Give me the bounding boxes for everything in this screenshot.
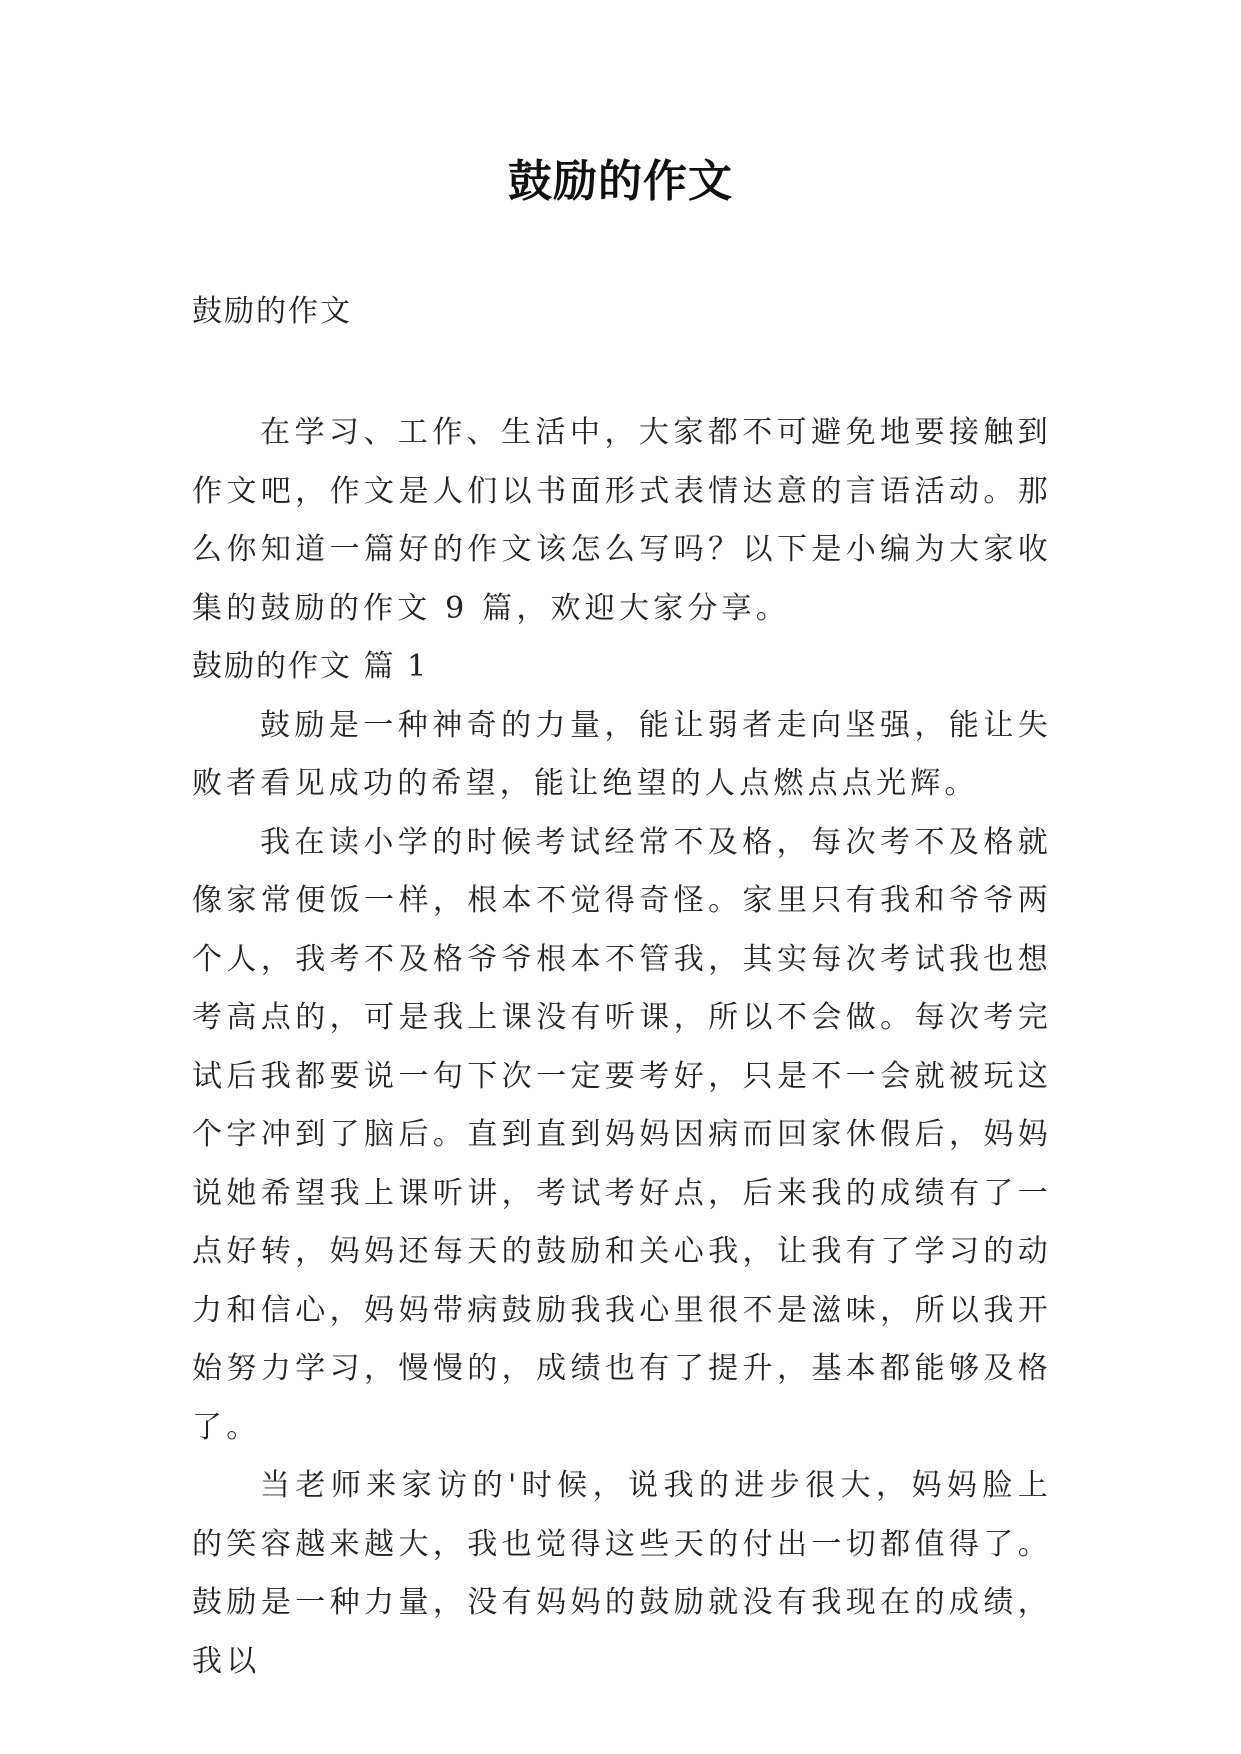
body-paragraph: 当老师来家访的'时候，说我的进步很大，妈妈脸上的笑容越来越大，我也觉得这些天的付出一切都值得了。 鼓励是一种力量，没有妈妈的鼓励就没有我现在的成绩，我以 [192, 1468, 1052, 1679]
body-paragraph: 鼓励是一种神奇的力量，能让弱者走向坚强，能让失败者看见成功的希望，能让绝望的人点燃点点光辉。 [192, 707, 1052, 801]
section-heading: 鼓励的作文 篇 1 [192, 649, 429, 684]
document-body [192, 404, 1052, 1691]
document-title: 鼓励的作文 [508, 156, 733, 207]
intro-paragraph: 在学习、工作、生活中，大家都不可避免地要接触到作文吧，作文是人们以书面形式表情达意的言语活动。那么你知道一篇好的作文该怎么写吗？以下是小编为大家收集的鼓励的作文 9 篇，欢迎大家分享。 [192, 415, 1052, 626]
body-paragraph: 我在读小学的时候考试经常不及格，每次考不及格就像家常便饭一样，根本不觉得奇怪。家里只有我和爷爷两个人，我考不及格爷爷根本不管我，其实每次考试我也想考高点的，可是我上课没有听课，所以不会做。每次考完试后我都要说一句下次一定要考好，只是不一会就被玩这个字冲到了脑后。直到直到妈妈因病而回家休假后，妈妈说她希望我上课听讲，考试考好点，后来我的成绩有了一点好转，妈妈还每天的鼓励和关心我，让我有了学习的动力和信心，妈妈带病鼓励我我心里很不是滋味，所以我开始努力学习，慢慢的，成绩也有了提升，基本都能够及格了。 [192, 824, 1052, 1445]
document-subtitle: 鼓励的作文 [192, 294, 352, 329]
